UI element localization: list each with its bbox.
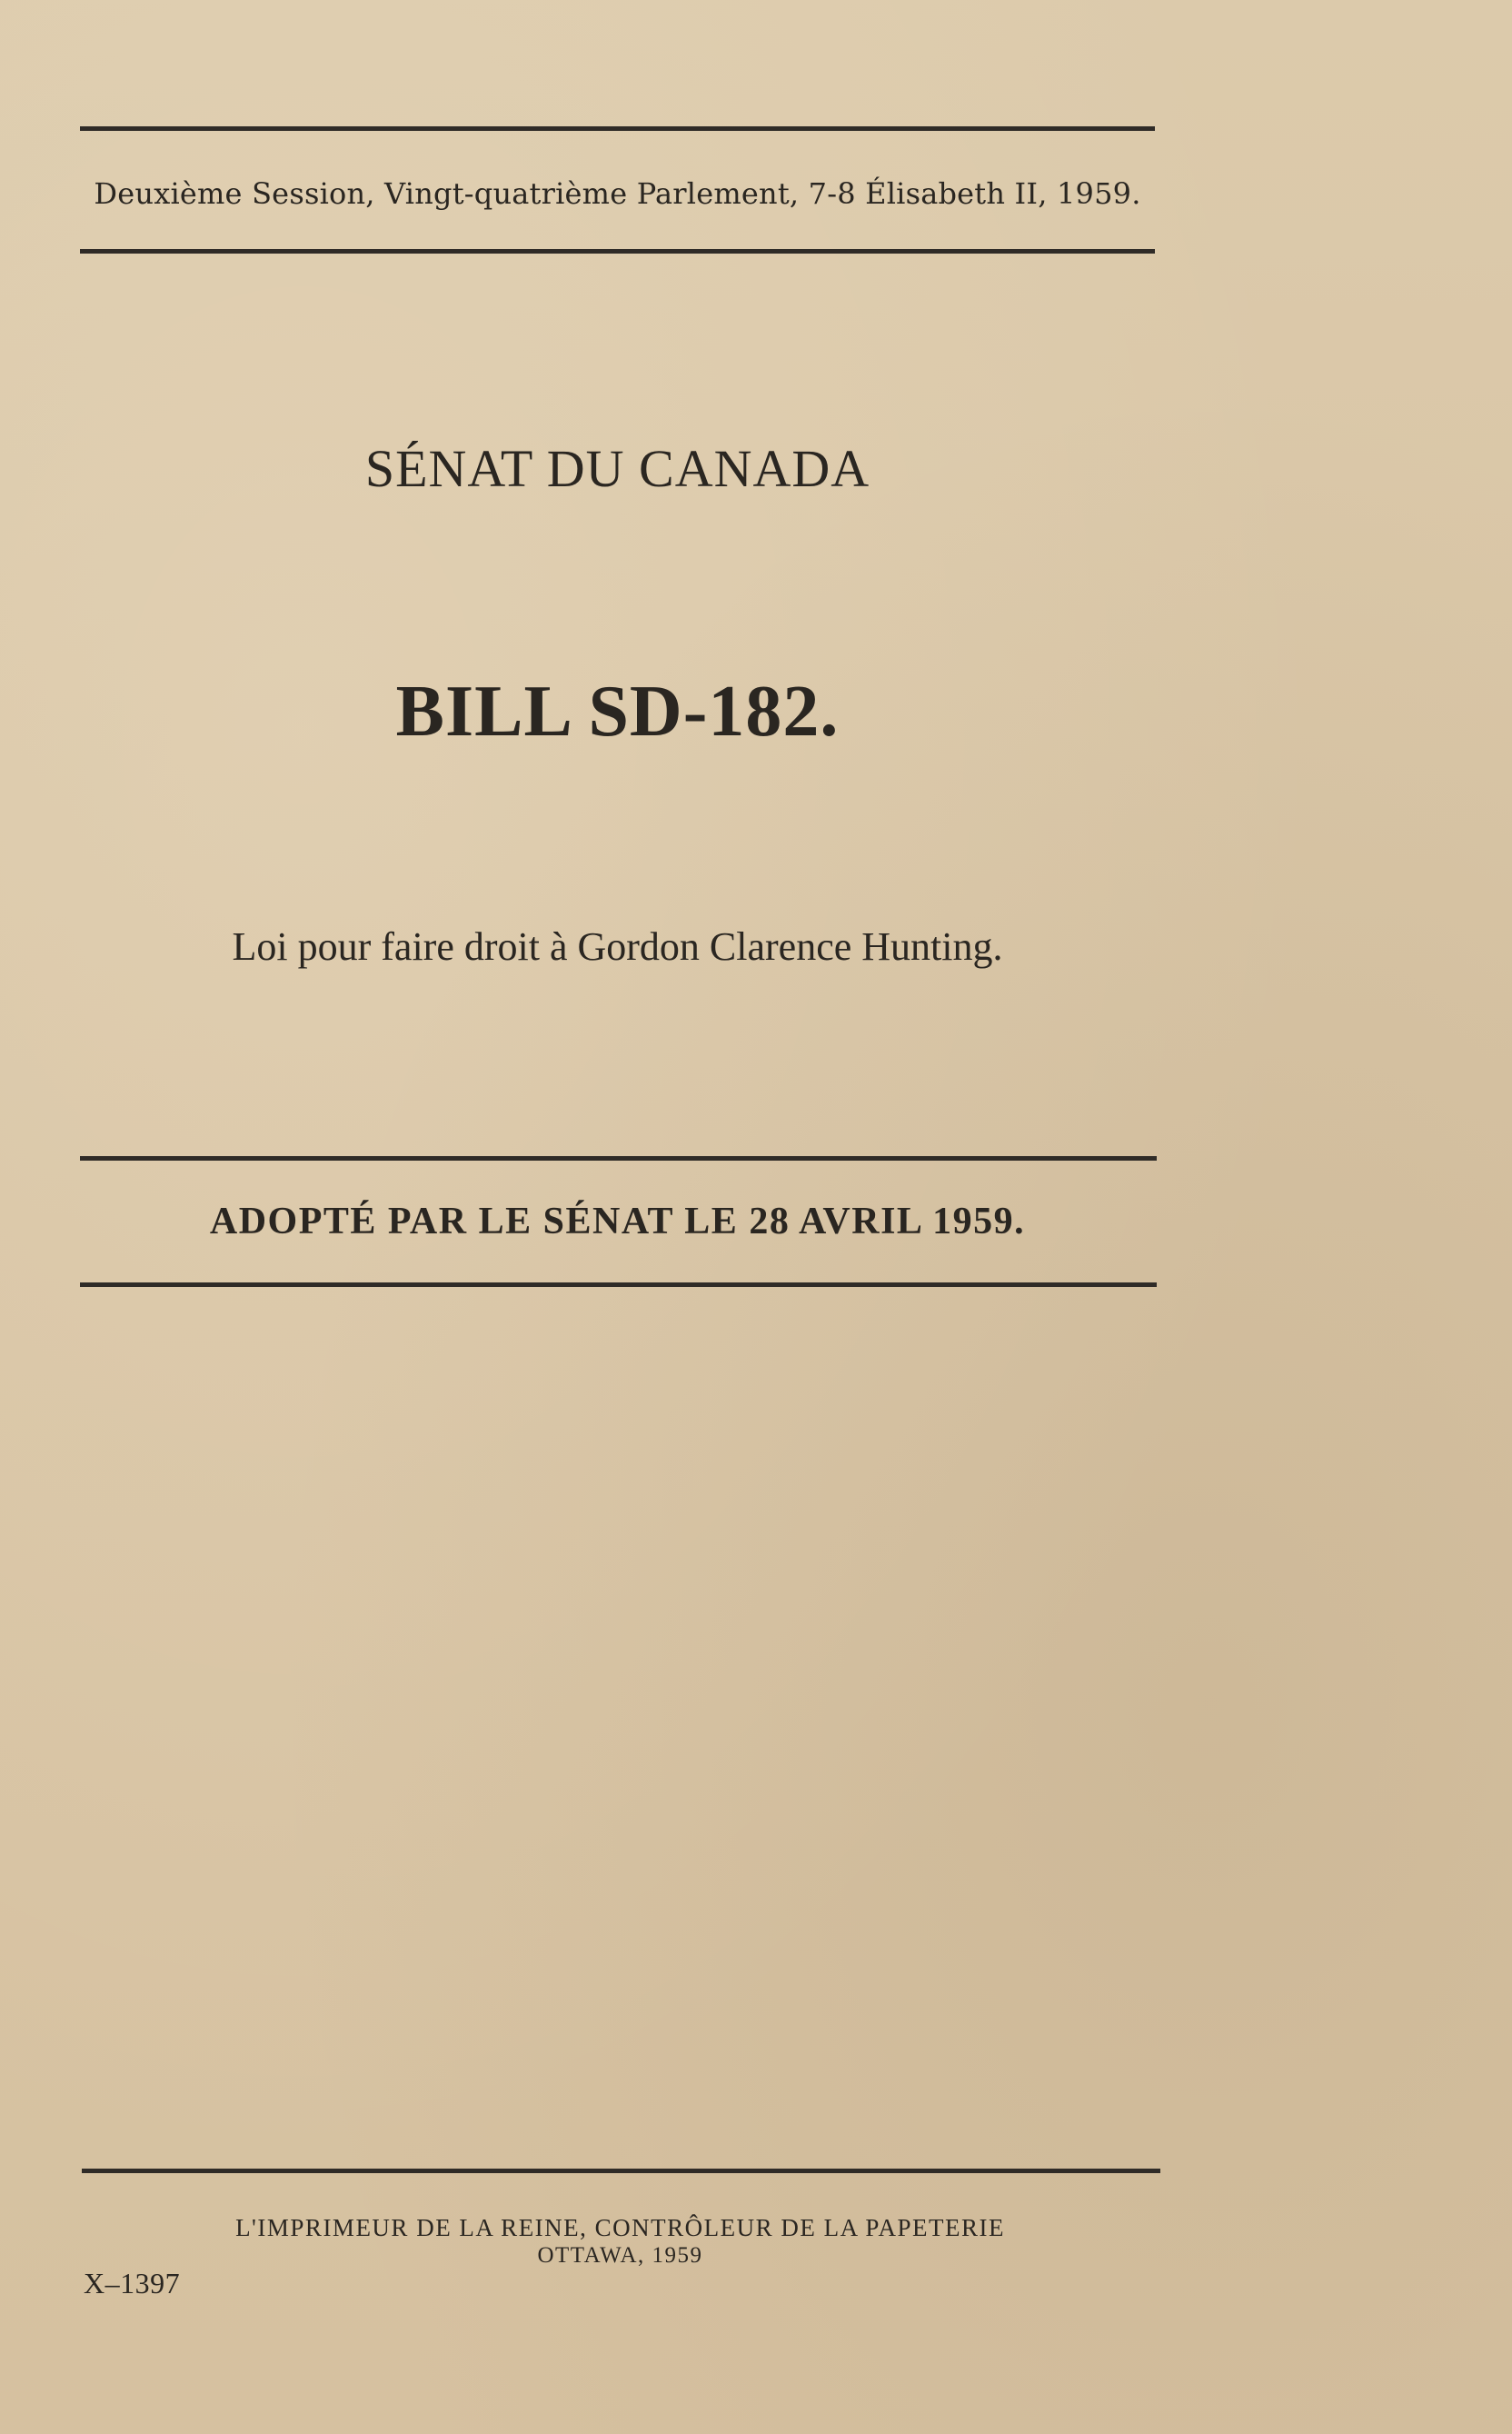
printer-line-1: L'IMPRIMEUR DE LA REINE, CONTRÔLEUR DE LA PAPETERIE (235, 2214, 1005, 2241)
bill-subtitle: Loi pour faire droit à Gordon Clarence Hunting. (232, 924, 1003, 969)
adoption-bottom-rule (80, 1282, 1157, 1287)
header-bottom-rule (80, 249, 1155, 254)
adoption-top-rule (80, 1156, 1157, 1161)
printer-line-2: OTTAWA, 1959 (537, 2243, 703, 2268)
top-rule (80, 126, 1155, 131)
session-line: Deuxième Session, Vingt-quatrième Parlement, 7-8 Élisabeth II, 1959. (94, 176, 1141, 211)
senate-title: SÉNAT DU CANADA (364, 439, 870, 498)
adoption-line: ADOPTÉ PAR LE SÉNAT LE 28 AVRIL 1959. (209, 1201, 1026, 1242)
footer-rule (82, 2169, 1160, 2173)
bill-number: BILL SD-182. (395, 672, 840, 752)
document-code: X–1397 (84, 2267, 181, 2299)
